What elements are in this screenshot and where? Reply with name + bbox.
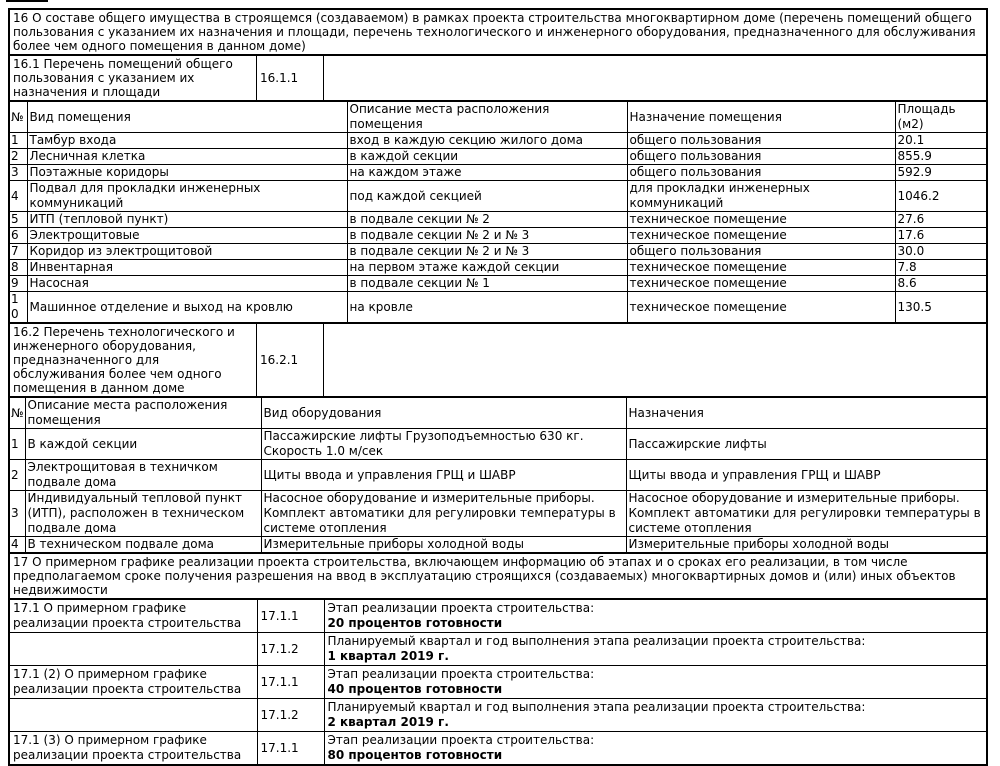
cell: под каждой секцией	[347, 181, 627, 212]
cell: 30.0	[895, 244, 986, 260]
section-16-title: 16 О составе общего имущества в строящемся (создаваемом) в рамках проекта строительства многоквартирном доме (перечень помещений общего пользования с указанием их назначения и площади, перечень технологического и инженерного оборудования, предназначенного для обслуживания более чем одного помещения в данном доме)	[13, 11, 976, 53]
table-row	[10, 699, 986, 732]
schedule-stage-value: 1 квартал 2019 г.	[327, 649, 449, 663]
cell: Измерительные приборы холодной воды	[626, 537, 986, 553]
table-row	[10, 244, 986, 260]
cell: ИТП (тепловой пункт)	[27, 212, 347, 228]
table-row	[10, 149, 986, 165]
cell: общего пользования	[627, 149, 895, 165]
cell: Насосная	[27, 276, 347, 292]
schedule-label: 17.1 О примерном графике реализации проекта строительства	[10, 599, 257, 633]
cell: техническое помещение	[627, 228, 895, 244]
table-row	[10, 133, 986, 149]
table-row	[10, 491, 986, 537]
cell: 2	[10, 460, 25, 491]
schedule-stage-value: 2 квартал 2019 г.	[327, 715, 449, 729]
schedule-stage-value: 80 процентов готовности	[327, 748, 503, 762]
rooms-header-row	[10, 101, 986, 133]
cell: Измерительные приборы холодной воды	[261, 537, 626, 553]
cell: техническое помещение	[627, 260, 895, 276]
table-row	[10, 537, 986, 553]
schedule-label: 17.1 (3) О примерном графике реализации проекта строительства	[10, 732, 257, 765]
cell: 2	[10, 149, 27, 165]
cell: 17.6	[895, 228, 986, 244]
cell: Машинное отделение и выход на кровлю	[27, 292, 347, 323]
section-16-2-row	[10, 322, 986, 396]
cell: Индивидуальный тепловой пункт (ИТП), расположен в техническом подвале дома	[25, 491, 261, 537]
cell: для прокладки инженерных коммуникаций	[627, 181, 895, 212]
section-16-2-empty-cell	[324, 324, 986, 396]
cell: 1046.2	[895, 181, 986, 212]
cell: в каждой секции	[347, 149, 627, 165]
cell: 7	[10, 244, 27, 260]
table-edge-fragment	[6, 0, 48, 2]
header-cell: №	[10, 101, 27, 133]
schedule-content	[324, 633, 986, 666]
table-row	[10, 260, 986, 276]
table-row	[10, 732, 986, 765]
cell: 130.5	[895, 292, 986, 323]
cell: вход в каждую секцию жилого дома	[347, 133, 627, 149]
cell: Щиты ввода и управления ГРЩ и ШАВР	[626, 460, 986, 491]
cell: 3	[10, 165, 27, 181]
cell: 8	[10, 260, 27, 276]
cell: техническое помещение	[627, 292, 895, 323]
schedule-label: 17.1 (2) О примерном графике реализации проекта строительства	[10, 666, 257, 699]
cell: 1	[10, 429, 25, 460]
cell: Насосное оборудование и измерительные приборы. Комплект автоматики для регулировки температуры в системе отопления	[626, 491, 986, 537]
schedule-code: 17.1.2	[257, 633, 324, 666]
cell: в подвале секции № 2 и № 3	[347, 228, 627, 244]
cell: на первом этаже каждой секции	[347, 260, 627, 276]
table-row	[10, 181, 986, 212]
cell: Пассажирские лифты	[626, 429, 986, 460]
cell: 7.8	[895, 260, 986, 276]
cell: 8.6	[895, 276, 986, 292]
header-cell: Вид оборудования	[261, 397, 626, 429]
schedule-stage-value: 20 процентов готовности	[327, 616, 503, 630]
header-cell: Назначения	[626, 397, 986, 429]
cell: Коридор из электрощитовой	[27, 244, 347, 260]
cell: В техническом подвале дома	[25, 537, 261, 553]
cell: общего пользования	[627, 244, 895, 260]
table-row	[10, 292, 986, 323]
cell: 10	[10, 292, 27, 323]
cell: общего пользования	[627, 133, 895, 149]
schedule-table	[10, 598, 986, 764]
section-16-1-row	[10, 54, 986, 100]
header-cell: Площадь (м2)	[895, 101, 986, 133]
cell: в подвале секции № 2 и № 3	[347, 244, 627, 260]
section-16-1-code: 16.1.1	[257, 56, 324, 100]
schedule-stage-text: Этап реализации проекта строительства:	[327, 733, 595, 747]
header-cell: Вид помещения	[27, 101, 347, 133]
schedule-label	[10, 633, 257, 666]
schedule-content	[324, 666, 986, 699]
rooms-table	[10, 100, 986, 322]
cell: в подвале секции № 2	[347, 212, 627, 228]
cell: 855.9	[895, 149, 986, 165]
declaration-document	[8, 8, 988, 766]
cell: 4	[10, 537, 25, 553]
schedule-code: 17.1.1	[257, 732, 324, 765]
cell: Инвентарная	[27, 260, 347, 276]
schedule-stage-text: Планируемый квартал и год выполнения этапа реализации проекта строительства:	[327, 700, 866, 714]
cell: Насосное оборудование и измерительные приборы. Комплект автоматики для регулировки температуры в системе отопления	[261, 491, 626, 537]
cell: техническое помещение	[627, 276, 895, 292]
cell: Лесничная клетка	[27, 149, 347, 165]
cell: 27.6	[895, 212, 986, 228]
cell: Поэтажные коридоры	[27, 165, 347, 181]
table-row	[10, 666, 986, 699]
section-16-1-empty-cell	[324, 56, 986, 100]
cell: Подвал для прокладки инженерных коммуникаций	[27, 181, 347, 212]
cell: Пассажирские лифты Грузоподъемностью 630 кг. Скорость 1.0 м/сек	[261, 429, 626, 460]
cell: на каждом этаже	[347, 165, 627, 181]
cell: на кровле	[347, 292, 627, 323]
header-cell: Описание места расположения помещения	[25, 397, 261, 429]
schedule-content	[324, 599, 986, 633]
section-16-2-label: 16.2 Перечень технологического и инженерного оборудования, предназначенного для обслуживания более чем одного помещения в данном доме	[10, 324, 257, 396]
cell: 5	[10, 212, 27, 228]
schedule-stage-text: Планируемый квартал и год выполнения этапа реализации проекта строительства:	[327, 634, 866, 648]
table-row	[10, 460, 986, 491]
cell: 6	[10, 228, 27, 244]
cell: Тамбур входа	[27, 133, 347, 149]
schedule-stage-text: Этап реализации проекта строительства:	[327, 667, 595, 681]
equipment-header-row	[10, 397, 986, 429]
schedule-content	[324, 699, 986, 732]
schedule-stage-value: 40 процентов готовности	[327, 682, 503, 696]
section-16-1-label: 16.1 Перечень помещений общего пользования с указанием их назначения и площади	[10, 56, 257, 100]
cell: 4	[10, 181, 27, 212]
cell: 9	[10, 276, 27, 292]
table-row	[10, 276, 986, 292]
cell: 3	[10, 491, 25, 537]
cell: 20.1	[895, 133, 986, 149]
section-16-2-code: 16.2.1	[257, 324, 324, 396]
table-row	[10, 599, 986, 633]
cell: Электрощитовые	[27, 228, 347, 244]
cell: Щиты ввода и управления ГРЩ и ШАВР	[261, 460, 626, 491]
equipment-table	[10, 396, 986, 552]
cell: в подвале секции № 1	[347, 276, 627, 292]
table-row	[10, 633, 986, 666]
cell: 1	[10, 133, 27, 149]
schedule-label	[10, 699, 257, 732]
table-row	[10, 165, 986, 181]
header-cell: №	[10, 397, 25, 429]
schedule-stage-text: Этап реализации проекта строительства:	[327, 601, 595, 615]
table-row	[10, 212, 986, 228]
cell: В каждой секции	[25, 429, 261, 460]
schedule-content	[324, 732, 986, 765]
cell: Электрощитовая в техничком подвале дома	[25, 460, 261, 491]
table-row	[10, 228, 986, 244]
header-cell: Назначение помещения	[627, 101, 895, 133]
cell: техническое помещение	[627, 212, 895, 228]
section-17-title: 17 О примерном графике реализации проекта строительства, включающем информацию об этапах и о сроках его реализации, в том числе предполагаемом сроке получения разрешения на ввод в эксплуатацию строящихся (создаваемых) многоквартирных домов и (или) иных объектов недвижимости	[10, 552, 986, 598]
schedule-code: 17.1.2	[257, 699, 324, 732]
cell: 592.9	[895, 165, 986, 181]
table-row	[10, 429, 986, 460]
schedule-code: 17.1.1	[257, 666, 324, 699]
cell: общего пользования	[627, 165, 895, 181]
header-cell: Описание места расположения помещения	[347, 101, 627, 133]
schedule-code: 17.1.1	[257, 599, 324, 633]
